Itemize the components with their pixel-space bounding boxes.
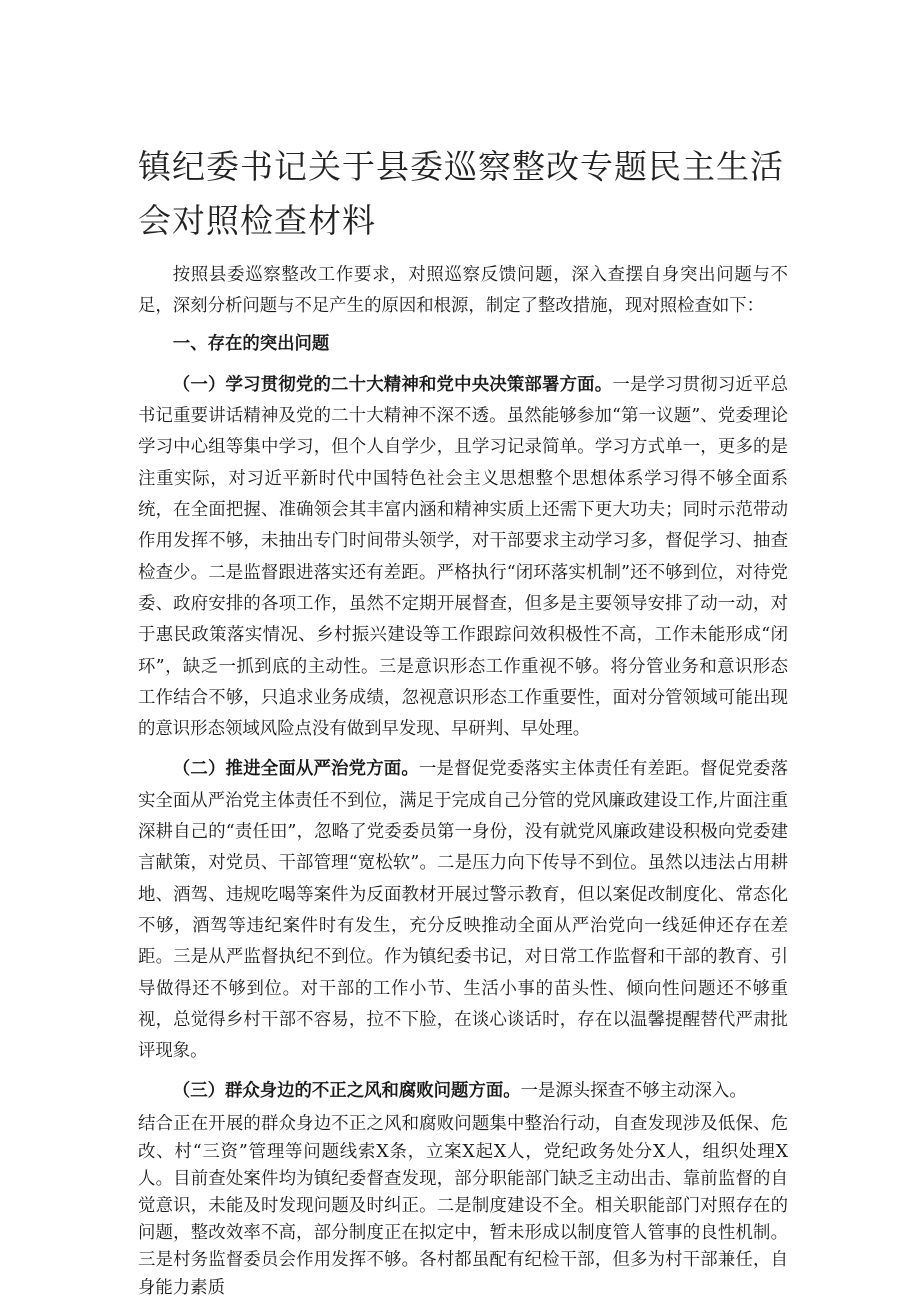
document-title: 镇纪委书记关于县委巡察整改专题民主生活会对照检查材料 bbox=[138, 147, 784, 240]
intro-paragraph: 按照县委巡察整改工作要求，对照巡察反馈问题，深入查摆自身突出问题与不足，深刻分析问题与不足产生的原因和根源，制定了整改措施，现对照检查如下： bbox=[138, 265, 788, 317]
subsection-1 bbox=[138, 370, 788, 746]
subsection-2 bbox=[138, 754, 788, 1067]
subsection-2-heading: （二）推进全面从严治党方面。 bbox=[172, 759, 419, 780]
subsection-2-body: 一是督促党委落实主体责任有差距。督促党委落实全面从严治党主体责任不到位，满足于完成自己分管的党风廉政建设工作,片面注重深耕自己的“责任田”，忽略了党委委员第一身份，没有就党风廉政建设积极向党委建言献策，对党员、干部管理“宽松软”。二是压力向下传导不到位。虽然以违法占用耕地、酒驾、违规吃喝等案件为反面教材开展过警示教育，但以案促改制度化、常态化不够，酒驾等违纪案件时有发生，充分反映推动全面从严治党向一线延伸还存在差距。三是从严监督执纪不到位。作为镇纪委书记，对日常工作监督和干部的教育、引导做得还不够到位。对干部的工作小节、生活小事的苗头性、倾向性问题还不够重视，总觉得乡村干部不容易，拉不下脸，在谈心谈话时，存在以温馨提醒替代严肃批评现象。 bbox=[138, 759, 788, 1062]
subsection-1-heading: （一）学习贯彻党的二十大精神和党中央决策部署方面。 bbox=[172, 374, 613, 395]
subsection-3-heading: （三）群众身边的不正之风和腐败问题方面。 bbox=[172, 1081, 521, 1102]
section-heading-problems: 一、存在的突出问题 bbox=[172, 333, 330, 354]
subsection-3-body-rest: 结合正在开展的群众身边不正之风和腐败问题集中整治行动，自查发现涉及低保、危改、村“三资”管理等问题线索X条，立案X起X人，党纪政务处分X人，组织处理X人。目前查处案件均为镇纪委督查发现，部分职能部门缺乏主动出击、靠前监督的自觉意识，未能及时发现问题及时纠正。二是制度建设不全。相关职能部门对照存在的问题，整改效率不高，部分制度正在拟定中，暂未形成以制度管人管事的良性机制。三是村务监督委员会作用发挥不够。各村都虽配有纪检干部，但多为村干部兼任，自身能力素质 bbox=[138, 1114, 788, 1298]
subsection-3 bbox=[138, 1076, 788, 1107]
document-page bbox=[138, 140, 788, 1302]
subsection-1-body: 一是学习贯彻习近平总书记重要讲话精神及党的二十大精神不深不透。虽然能够参加“第一议题”、党委理论学习中心组等集中学习，但个人自学少，且学习记录简单。学习方式单一，更多的是注重实际，对习近平新时代中国特色社会主义思想整个思想体系学习得不够全面系统，在全面把握、准确领会其丰富内涵和精神实质上还需下更大功夫；同时示范带动作用发挥不够，未抽出专门时间带头领学，对干部要求主动学习多，督促学习、抽查检查少。二是监督跟进落实还有差距。严格执行“闭环落实机制”还不够到位，对待党委、政府安排的各项工作，虽然不定期开展督查，但多是主要领导安排了动一动，对于惠民政策落实情况、乡村振兴建设等工作跟踪问效积极性不高，工作未能形成“闭环”，缺乏一抓到底的主动性。三是意识形态工作重视不够。将分管业务和意识形态工作结合不够，只追求业务成绩，忽视意识形态工作重要性，面对分管领域可能出现的意识形态领域风险点没有做到早发现、早研判、早处理。 bbox=[138, 374, 788, 740]
subsection-3-body-first: 一是源头探查不够主动深入。 bbox=[520, 1081, 747, 1102]
